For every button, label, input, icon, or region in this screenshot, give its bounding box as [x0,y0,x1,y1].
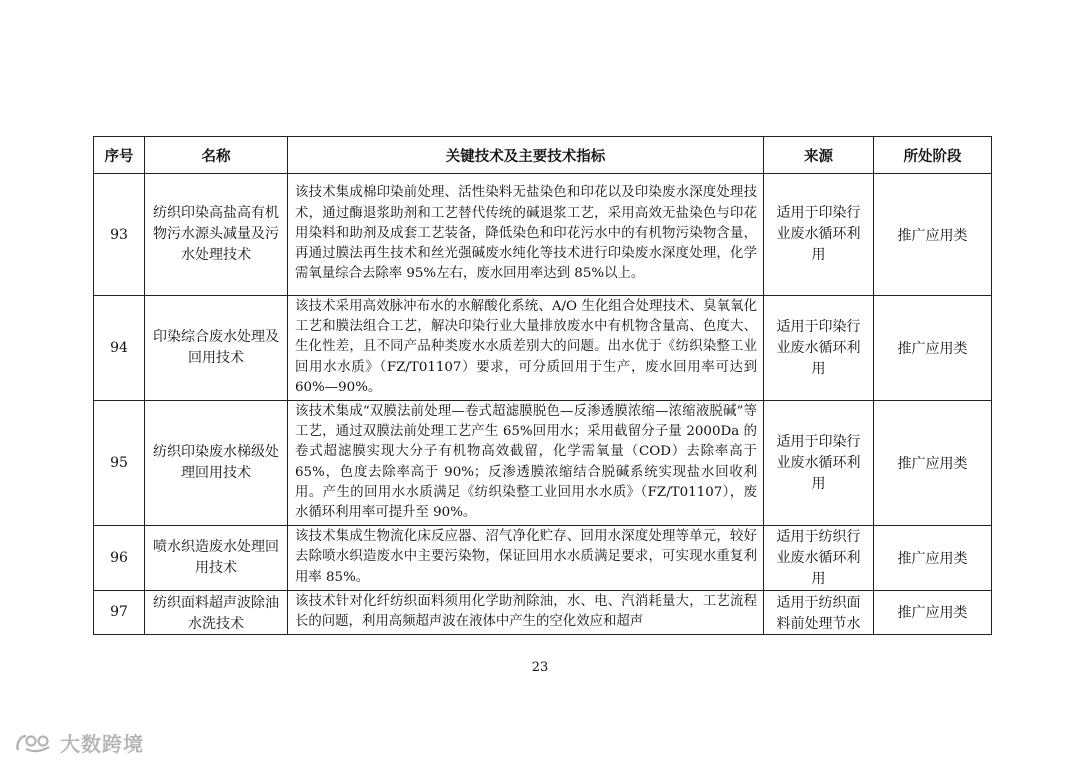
row-stage: 推广应用类 [874,174,992,296]
watermark [14,728,144,757]
table-row [94,590,992,634]
row-stage: 推广应用类 [874,526,992,591]
technology-table [93,136,992,635]
row-name: 纺织印染废水梯级处理回用技术 [145,401,288,526]
row-serial: 97 [94,590,145,634]
table-row [94,401,992,526]
row-name [145,590,288,634]
row-stage: 推广应用类 [874,590,992,634]
row-stage: 推广应用类 [874,401,992,526]
table-header-row [94,137,992,174]
header-name: 名称 [145,137,288,174]
row-name: 纺织印染高盐高有机物污水源头减量及污水处理技术 [145,174,288,296]
table-row [94,526,992,591]
row-description [288,590,764,634]
page-number: 23 [531,660,549,675]
row-source [764,590,874,634]
watermark-text: 大数跨境 [60,732,144,756]
row-serial: 95 [94,401,145,526]
row-name: 喷水织造废水处理回用技术 [145,526,288,591]
row-source-text: 适用于纺织面料前处理节水 [776,594,861,632]
row-description: 该技术集成“双膜法前处理—卷式超滤膜脱色—反渗透膜浓缩—浓缩液脱碱”等工艺，通过双膜法前处理工艺产生 65%回用水；采用截留分子量 2000Da 的卷式超滤膜实现大分子有机物高效截留，化学需氧量（COD）去除率高于 65%，色度去除率高于 90%；反渗透膜浓缩结合脱碱系统实现盐水回收利用。产生的回用水水质满足《纺织染整工业回用水水质》（FZ/T01107），废水循环利用率可提升至 90%。 [288,401,764,526]
header-serial: 序号 [94,137,145,174]
row-description: 该技术采用高效脉冲布水的水解酸化系统、A/O 生化组合处理技术、臭氧氧化工艺和膜法组合工艺，解决印染行业大量排放废水中有机物含量高、色度大、生化性差，且不同产品种类废水水质差别大的问题。出水优于《纺织染整工业回用水水质》（FZ/T01107）要求，可分质回用于生产，废水回用率可达到 60%—90%。 [288,296,764,401]
table-row [94,296,992,401]
watermark-logo-icon [14,732,54,754]
row-serial: 96 [94,526,145,591]
row-description: 该技术集成棉印染前处理、活性染料无盐染色和印花以及印染废水深度处理技术，通过酶退浆助剂和工艺替代传统的碱退浆工艺，采用高效无盐染色与印花用染料和助剂及成套工艺装备，降低染色和印花污水中的有机物污染物含量，再通过膜法再生技术和丝光强碱废水纯化等技术进行印染废水深度处理，化学需氧量综合去除率 95%左右，废水回用率达到 85%以上。 [288,174,764,296]
table-row [94,174,992,296]
row-description-text: 该技术针对化纤纺织面料须用化学助剂除油，水、电、汽消耗量大，工艺流程长的问题，利用高频超声波在液体中产生的空化效应和超声 [295,593,757,630]
row-description: 该技术集成生物流化床反应器、沼气净化贮存、回用水深度处理等单元，较好去除喷水织造废水中主要污染物，保证回用水水质满足要求，可实现水重复利用率 85%。 [288,526,764,591]
row-serial: 93 [94,174,145,296]
row-name-text: 纺织面料超声波除油水洗技术 [153,594,279,632]
row-source: 适用于印染行业废水循环利用 [764,296,874,401]
row-serial: 94 [94,296,145,401]
row-source: 适用于印染行业废水循环利用 [764,401,874,526]
header-stage: 所处阶段 [874,137,992,174]
row-stage: 推广应用类 [874,296,992,401]
header-source: 来源 [764,137,874,174]
row-name: 印染综合废水处理及回用技术 [145,296,288,401]
row-source: 适用于印染行业废水循环利用 [764,174,874,296]
row-source: 适用于纺织行业废水循环利用 [764,526,874,591]
header-key-tech: 关键技术及主要技术指标 [288,137,764,174]
